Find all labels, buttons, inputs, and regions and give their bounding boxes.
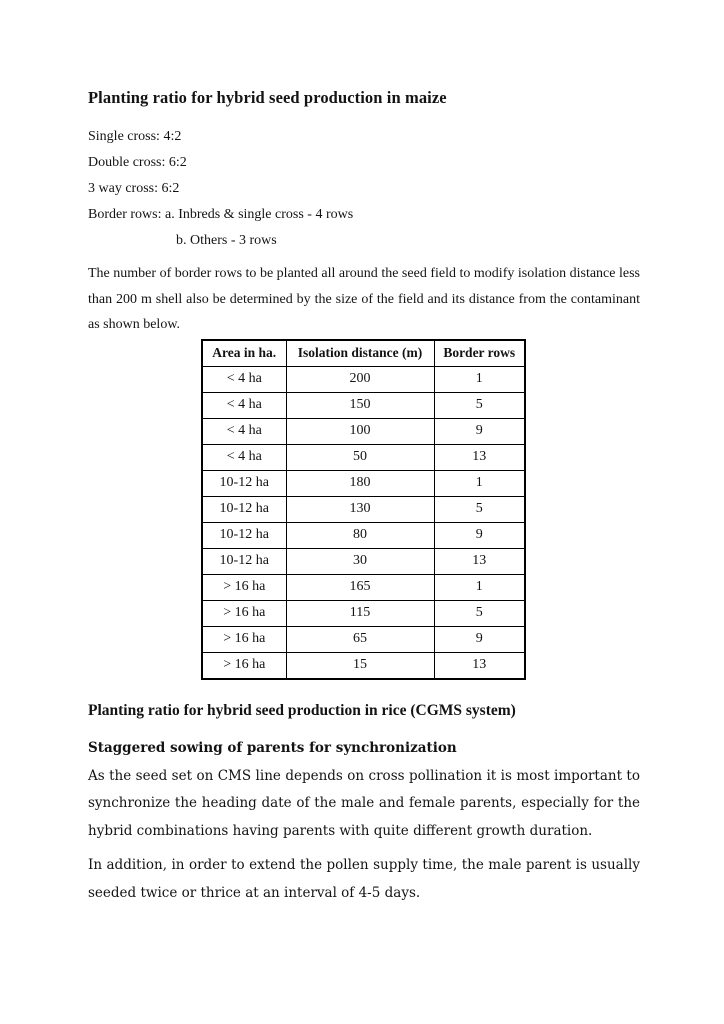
table-cell-distance: 115 <box>286 600 434 626</box>
table-cell-area: < 4 ha <box>202 366 286 392</box>
table-row <box>202 418 525 444</box>
table-cell-distance: 30 <box>286 548 434 574</box>
table-cell-distance: 65 <box>286 626 434 652</box>
table-row <box>202 366 525 392</box>
rice-paragraph-pollen-supply: In addition, in order to extend the pollen supply time, the male parent is usually seeded twice or thrice at an interval of 4-5 days. <box>88 857 640 901</box>
table-cell-distance: 130 <box>286 496 434 522</box>
table-cell-area: 10-12 ha <box>202 548 286 574</box>
table-cell-border-rows: 1 <box>434 470 525 496</box>
table-cell-distance: 165 <box>286 574 434 600</box>
ratio-line-three-way-cross: 3 way cross: 6:2 <box>88 181 180 196</box>
table-cell-border-rows: 9 <box>434 418 525 444</box>
ratio-line-border-rows-b: b. Others - 3 rows <box>176 233 277 248</box>
table-header-area: Area in ha. <box>202 340 286 367</box>
table-cell-border-rows: 13 <box>434 652 525 679</box>
table-cell-distance: 15 <box>286 652 434 679</box>
table-cell-area: 10-12 ha <box>202 522 286 548</box>
table-row <box>202 392 525 418</box>
table-cell-border-rows: 9 <box>434 522 525 548</box>
table-cell-border-rows: 13 <box>434 548 525 574</box>
table-cell-area: < 4 ha <box>202 418 286 444</box>
table-cell-area: > 16 ha <box>202 574 286 600</box>
table-cell-area: < 4 ha <box>202 444 286 470</box>
table-header-isolation-distance: Isolation distance (m) <box>286 340 434 367</box>
table-cell-distance: 200 <box>286 366 434 392</box>
table-cell-border-rows: 1 <box>434 574 525 600</box>
table-cell-area: > 16 ha <box>202 600 286 626</box>
table-row <box>202 522 525 548</box>
table-cell-area: > 16 ha <box>202 652 286 679</box>
isolation-distance-table <box>201 339 526 680</box>
table-header-border-rows: Border rows <box>434 340 525 367</box>
staggered-sowing-subtitle: Staggered sowing of parents for synchronization <box>88 739 457 756</box>
table-cell-border-rows: 9 <box>434 626 525 652</box>
table-row <box>202 496 525 522</box>
ratio-line-border-rows-a: Border rows: a. Inbreds & single cross - 4 rows <box>88 207 354 222</box>
ratio-line-double-cross: Double cross: 6:2 <box>88 155 187 170</box>
table-header-row <box>202 340 525 367</box>
table-cell-distance: 180 <box>286 470 434 496</box>
border-rows-paragraph: The number of border rows to be planted all around the seed field to modify isolation distance less than 200 m shell also be determined by the size of the field and its distance from the contaminant as shown below. <box>88 266 640 332</box>
table-cell-distance: 150 <box>286 392 434 418</box>
table-cell-border-rows: 13 <box>434 444 525 470</box>
maize-section-title: Planting ratio for hybrid seed production in maize <box>88 88 447 107</box>
table-row <box>202 470 525 496</box>
table-cell-border-rows: 1 <box>434 366 525 392</box>
rice-section-title: Planting ratio for hybrid seed production in rice (CGMS system) <box>88 701 516 719</box>
table-row <box>202 652 525 679</box>
table-cell-distance: 80 <box>286 522 434 548</box>
table-row <box>202 600 525 626</box>
table-cell-border-rows: 5 <box>434 392 525 418</box>
table-cell-area: > 16 ha <box>202 626 286 652</box>
table-cell-area: < 4 ha <box>202 392 286 418</box>
planting-ratio-list <box>88 124 640 254</box>
table-cell-border-rows: 5 <box>434 600 525 626</box>
rice-paragraph-synchronization: As the seed set on CMS line depends on cross pollination it is most important to synchronize the heading date of the male and female parents, especially for the hybrid combinations having parents with quite different growth duration. <box>88 767 640 839</box>
table-row <box>202 548 525 574</box>
table-cell-area: 10-12 ha <box>202 496 286 522</box>
table-cell-distance: 50 <box>286 444 434 470</box>
table-row <box>202 574 525 600</box>
table-cell-distance: 100 <box>286 418 434 444</box>
ratio-line-single-cross: Single cross: 4:2 <box>88 129 182 144</box>
table-cell-area: 10-12 ha <box>202 470 286 496</box>
table-row <box>202 626 525 652</box>
table-cell-border-rows: 5 <box>434 496 525 522</box>
table-row <box>202 444 525 470</box>
